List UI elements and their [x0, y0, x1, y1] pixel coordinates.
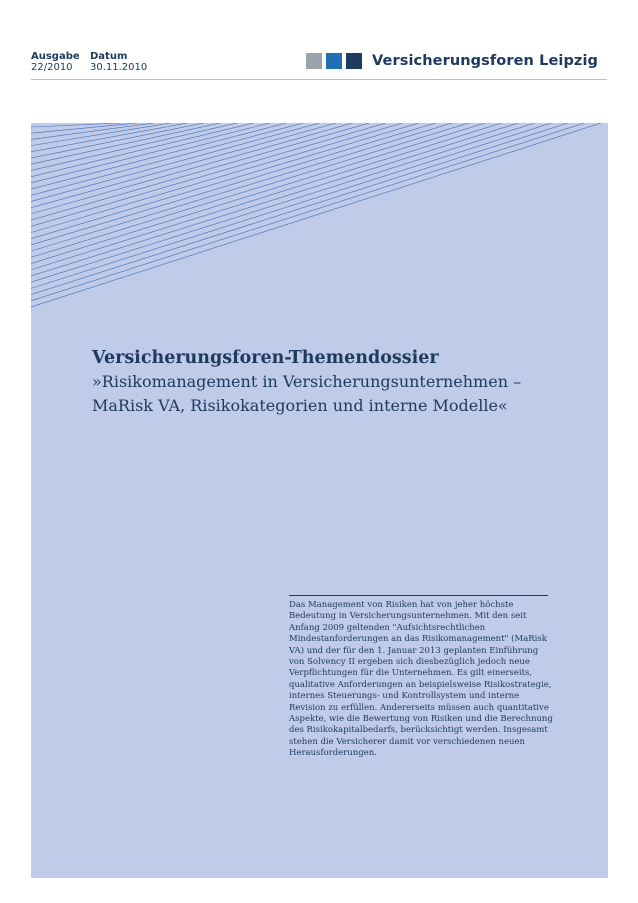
pattern-line	[31, 123, 469, 257]
pattern-line	[31, 123, 220, 164]
dossier-title: Versicherungsforen-Themendossier	[92, 348, 439, 368]
pattern-line	[31, 123, 535, 282]
dossier-subtitle-line-1: »Risikomanagement in Versicherungsunternehmen –	[92, 372, 522, 391]
date-info	[90, 51, 147, 73]
logo-square-navy	[346, 53, 362, 69]
decorative-line-pattern	[31, 123, 608, 878]
date-label: Datum	[90, 51, 128, 62]
issue-info	[31, 51, 80, 73]
brand-name: Versicherungsforen Leipzig	[372, 52, 599, 69]
cover-panel	[31, 123, 608, 878]
header-divider	[31, 79, 607, 80]
pattern-line	[31, 123, 419, 239]
pattern-line	[31, 123, 121, 127]
pattern-line	[31, 123, 518, 276]
pattern-line	[31, 123, 584, 301]
pattern-line	[31, 123, 270, 183]
pattern-line	[31, 123, 353, 214]
abstract-text: Das Management von Risiken hat von jeher höchste Bedeutung in Versicherungsunternehmen. Mit den seit Anfang 2009 geltenden "Aufsichtsrechtlichen Mindestanforderungen an das Risikomanagement" (MaRisk VA) und der für den 1. Januar 2013 geplanten Einführung von Solvency II ergeben sich diesbezüglich jedoch neue Verpflichtungen für die Unternehmen. Es gilt einerseits, qualitative Anforderungen an beispielsweise Risikostrategie, internes Steuerungs- und Kontrollsystem und interne Revision zu erfüllen. Andererseits müssen auch quantitative Aspekte, wie die Bewertung von Risiken und die Berechnung des Risikokapitalbedarfs, berücksichtigt werden. Insgesamt stehen die Versicherer damit vor verschiedenen neuen Herausforderungen.	[289, 600, 553, 759]
pattern-line	[31, 123, 402, 233]
issue-value: 22/2010	[31, 62, 73, 73]
logo-square-gray	[306, 53, 322, 69]
date-value: 30.11.2010	[90, 62, 148, 73]
pattern-line	[31, 123, 502, 270]
logo-square-blue	[326, 53, 342, 69]
brand-logo	[306, 52, 598, 69]
title-block	[92, 346, 592, 418]
pattern-line	[31, 123, 204, 158]
pattern-line	[31, 123, 452, 251]
abstract-divider	[289, 595, 548, 596]
pattern-line	[31, 123, 551, 288]
issue-label: Ausgabe	[31, 51, 80, 62]
dossier-subtitle-line-2: MaRisk VA, Risikokategorien und interne Modelle«	[92, 396, 508, 415]
